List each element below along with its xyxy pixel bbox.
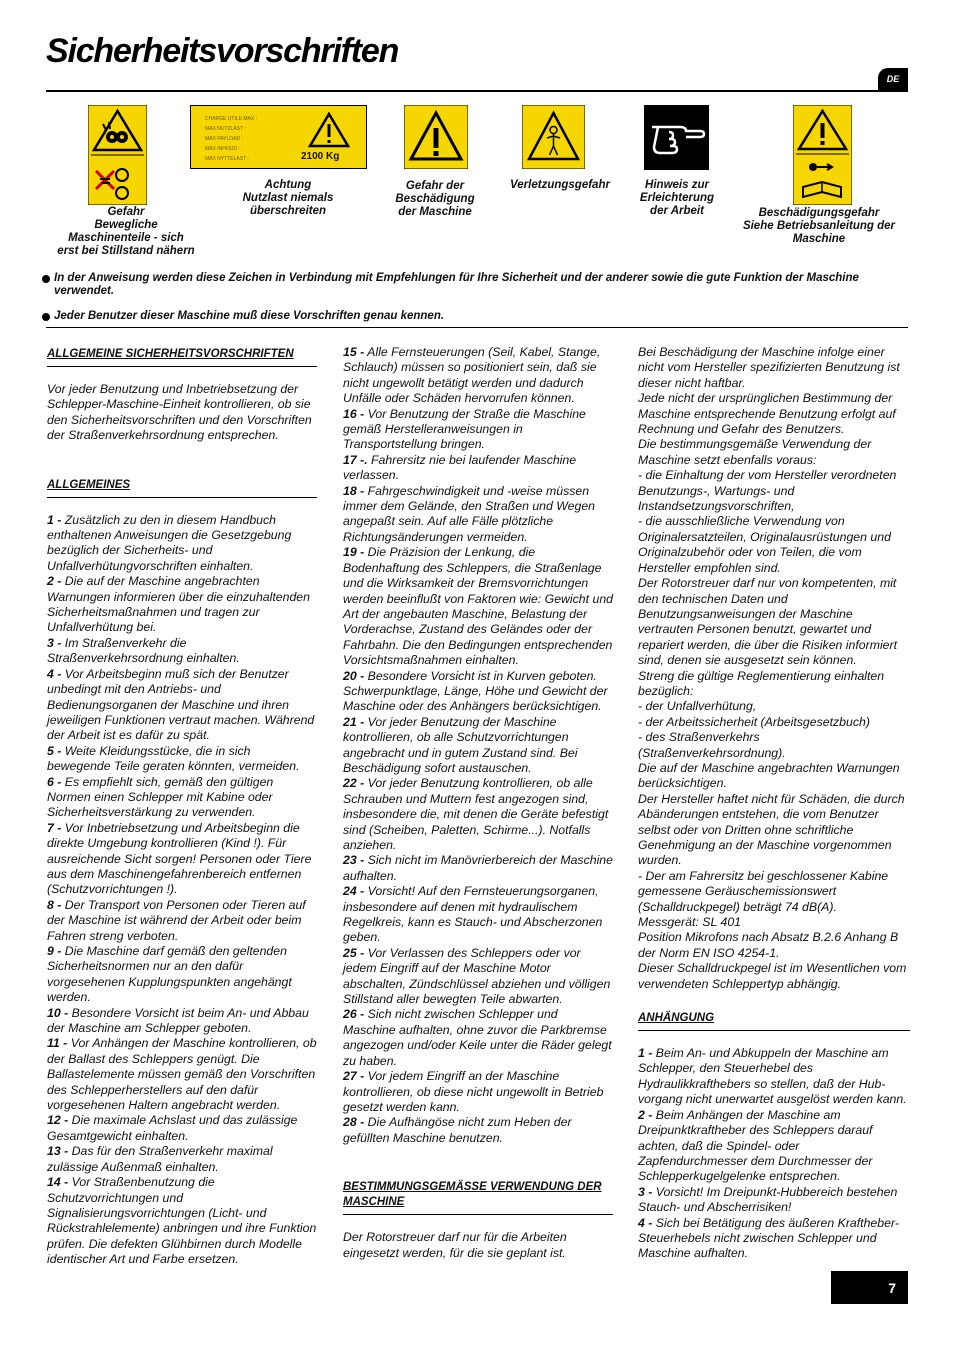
list-item: 11 - Vor Anhängen der Maschine kontrollieren, ob der Ballast des Schleppers genügt. Die Ballastelemente müssen gemäß den Vorschriften des Schlepperherstellers auf den dafür vorgesehenen Haltern angebracht werden. — [47, 1036, 317, 1113]
payload-line: MAX INHOUD : — [205, 146, 240, 152]
icon-caption-payload: Achtung Nutzlast niemals überschreiten — [242, 179, 334, 217]
list-item: 14 - Vor Straßenbenutzung die Schutzvorrichtungen und Signalisierungsvorrichtungen (Licht- und Rückstrahlelemente) anbringen und ihre Funktion prüfen. Die defekten Glühbirnen durch Modelle identischer Art und Farbe ersetzen. — [47, 1175, 317, 1267]
list-item: 19 - Die Präzision der Lenkung, die Bodenhaftung des Schleppers, die Straßenlage und die Wirksamkeit der Bremsvorrichtungen werden beeinflußt von Faktoren wie: Gewicht und Art der angebauten Maschine, Belastung der Vorderachse, Zustand des Geländes oder der Fahrbahn. Die den Bedingungen entsprechenden Vorsichtsmaßnahmen einhalten. — [343, 545, 613, 668]
list-item: 12 - Die maximale Achslast und das zulässige Gesamtgewicht einhalten. — [47, 1113, 298, 1143]
list-item: 3 - Vorsicht! Im Dreipunkt-Hubbereich bestehen Stauch- und Abscherrisiken! — [638, 1184, 898, 1215]
language-tab: DE — [878, 68, 908, 90]
list-item: 24 - Vorsicht! Auf den Fernsteuerungsorganen, insbesondere auf denen mit hydraulischem Regelkreis, kann es Stauch- und Abscherzonen geben. — [343, 884, 603, 945]
icon-caption-manual-damage: Beschädigungsgefahr Siehe Betriebsanleitung der Maschine — [742, 207, 896, 245]
list-item: 8 - Der Transport von Personen oder Tieren auf der Maschine ist während der Arbeit oder beim Fahren streng verboten. — [47, 897, 306, 943]
list-item: 1 - Beim An- und Abkuppeln der Maschine am Schlepper, den Steuerhebel des Hydraulikkrafthebers so stellen, daß der Hub-vorgang nicht unerwartet ausgelöst werden kann. — [638, 1046, 907, 1107]
list-item: 18 - Fahrgeschwindigkeit und -weise müssen immer dem Gelände, den Straßen und Wegen angepaßt sein. Auf alle Fälle plötzliche Richtungsänderungen vermeiden. — [343, 483, 595, 544]
payload-label-icon — [190, 105, 367, 169]
section-heading-intended-use: BESTIMMUNGSGEMÄSSE VERWENDUNG DER MASCHINE — [343, 1180, 613, 1215]
list-item: 17 -. Fahrersitz nie bei laufender Maschine verlassen. — [343, 452, 577, 483]
list-item: 26 - Sich nicht zwischen Schlepper und Maschine aufhalten, ohne zuvor die Parkbremse angezogen und/oder Keile unter die Räder gelegt zu haben. — [343, 1007, 612, 1068]
list-item: 9 - Die Maschine darf gemäß den geltenden Sicherheitsnormen nur an den dafür vorgesehenen Kupplungspunkten angehängt werden. — [47, 944, 292, 1005]
bullet-dot-icon — [42, 275, 50, 283]
list-item: 6 - Es empfiehlt sich, gemäß den gültigen Normen einen Schlepper mit Kabine oder Sicherheitsverstärkung zu verwenden. — [47, 774, 274, 820]
intro-bullet-text: In der Anweisung werden diese Zeichen in Verbindung mit Empfehlungen für Ihre Sicherheit und der anderer sowie die gute Funktion der Maschine verwendet. — [54, 272, 859, 297]
intended-use-line: - die ausschließliche Verwendung von Originalersatzteilen, Originalausrüstungen und Originalzubehör oder von Teilen, die vom Hersteller empfohlen sind. — [638, 514, 891, 575]
list-item: 22 - Vor jeder Benutzung kontrollieren, ob alle Schrauben und Muttern fest angezogen sind, insbesondere die, mit denen die Geräte befestigt sind (Scheiben, Paletten, Schirme...). Notfalls anziehen. — [343, 776, 609, 852]
intended-use-line: - des Straßenverkehrs (Straßenverkehrsordnung). — [638, 730, 786, 760]
icon-caption-injury: Verletzungsgefahr — [510, 179, 610, 191]
payload-value: 2100 Kg — [301, 151, 340, 162]
payload-line: CHARGE UTILE MAX : — [205, 116, 257, 122]
intended-use-text: Der Rotorstreuer darf nur für die Arbeiten eingesetzt werden, für die sie geplant ist. — [343, 1230, 567, 1260]
work-hint-icon — [644, 105, 709, 170]
intended-use-line: - die Einhaltung der vom Hersteller verordneten Benutzungs-, Wartungs- und Instandsetzungsvorschriften, — [638, 468, 897, 514]
intended-use-line: Position Mikrofons nach Absatz B.2.6 Anhang B der Norm EN ISO 4254-1. — [638, 930, 899, 960]
list-item: 2 - Die auf der Maschine angebrachten Warnungen informieren über die einzuhaltenden Sicherheitsmaßnahmen und tragen zur Unfallverhütung bei. — [47, 574, 310, 635]
list-item: 28 - Die Aufhängöse nicht zum Heben der gefüllten Maschine benutzen. — [343, 1115, 572, 1145]
list-item: 15 - Alle Fernsteuerungen (Seil, Kabel, Stange, Schlauch) müssen so positioniert sein, daß sie nicht ungewollt betätigt werden und dadurch Unfälle oder Schäden hervorrufen können. — [343, 345, 601, 406]
section-heading-general-safety: ALLGEMEINE SICHERHEITSVORSCHRIFTEN — [47, 347, 317, 367]
list-item: 5 - Weite Kleidungsstücke, die in sich bewegende Teile geraten könnten, vermeiden. — [47, 743, 300, 774]
intended-use-line: - der Unfallverhütung, — [638, 699, 757, 714]
section-separator — [46, 327, 908, 328]
intended-use-line: Der Hersteller haftet nicht für Schäden, die durch Abänderungen entstehen, die vom Benutzer selbst oder von Dritten ohne schriftliche Genehmigung an der Maschine vorgenommen wurden. — [638, 791, 905, 868]
bullet-dot-icon — [42, 313, 50, 321]
section-heading-hitching: ANHÄNGUNG — [638, 1011, 910, 1031]
intended-use-line: Bei Beschädigung der Maschine infolge einer nicht vom Hersteller spezifizierten Benutzung ist dieser nicht haftbar. — [638, 345, 900, 390]
intro-bullet-2 — [42, 310, 882, 323]
list-item: 20 - Besondere Vorsicht ist in Kurven geboten. Schwerpunktlage, Länge, Höhe und Gewicht der Maschine oder des Anhängers berücksichtigen. — [343, 668, 608, 714]
payload-line: MAX PAYLOAD : — [205, 136, 243, 142]
intended-use-line: - der Arbeitssicherheit (Arbeitsgesetzbuch) — [638, 714, 870, 729]
intended-use-line: Jede nicht der ursprünglichen Bestimmung der Maschine entsprechende Benutzung erfolgt auf Rechnung und Gefahr des Benutzers. — [638, 391, 896, 437]
list-item: 7 - Vor Inbetriebsetzung und Arbeitsbeginn die direkte Umgebung kontrollieren (Kind !). Für ausreichende Sicht sorgen! Personen oder Tiere aus dem Maschinengefahrenbereich entfernen (Schutzvorrichtungen !). — [47, 820, 312, 897]
page-number: 7 — [831, 1271, 908, 1304]
manual-damage-warning-icon — [793, 105, 852, 205]
list-item: 21 - Vor jeder Benutzung der Maschine kontrollieren, ob alle Schutzvorrichtungen angebracht und in gutem Zustand sind. Bei Beschädigung sofort austauschen. — [343, 714, 578, 775]
list-item: 2 - Beim Anhängen der Maschine am Dreipunktkraftheber des Schleppers darauf achten, daß die Spindel- oder Zapfendurchmesser dem Durchmesser der Schlepperkugelgelenke entsprechen. — [638, 1107, 873, 1184]
list-item: 1 - Zusätzlich zu den in diesem Handbuch enthaltenen Anweisungen die Gesetzgebung bezüglich der Sicherheits- und Unfallverhütungvorschriften einhalten. — [47, 512, 292, 573]
payload-line: MAX NUTZLAST : — [205, 126, 246, 132]
intro-bullet-1 — [42, 272, 882, 298]
intended-use-line: Dieser Schalldruckpegel ist im Wesentlichen vom verwendeten Schleppertyp abhängig. — [638, 961, 907, 991]
list-item: 27 - Vor jedem Eingriff an der Maschine kontrollieren, ob diese nicht ungewollt in Betrieb gesetzt werden kann. — [343, 1069, 604, 1114]
intended-use-line: Der Rotorstreuer darf nur von kompetenten, mit den technischen Daten und Benutzungsanweisungen der Maschine vertrauten Personen benutzt, gewartet und repariert werden, die über die Risiken informiert sind, denen sie ausgesetzt sein können. — [638, 576, 898, 668]
column-right — [638, 345, 910, 1262]
list-item: 16 - Vor Benutzung der Straße die Maschine gemäß Herstelleranweisungen in Transportstellung bringen. — [343, 406, 586, 452]
list-item: 4 - Sich bei Betätigung des äußeren Kraftheber-Steuerhebels nicht zwischen Schlepper und Maschine aufhalten. — [638, 1215, 899, 1261]
column-left — [47, 347, 317, 1268]
payload-line: MAX NYTTELAST : — [205, 156, 249, 162]
list-item: 3 - Im Straßenverkehr die Straßenverkehrsordnung einhalten. — [47, 635, 240, 666]
list-item: 23 - Sich nicht im Manövrierbereich der Maschine aufhalten. — [343, 853, 613, 883]
intended-use-line: Die auf der Maschine angebrachten Warnungen berücksichtigen. — [638, 760, 900, 791]
title-rule — [46, 90, 908, 92]
icon-caption-machine-damage: Gefahr der Beschädigung der Maschine — [395, 180, 475, 218]
intended-use-line: Streng die gültige Reglementierung einhalten bezüglich: — [638, 668, 885, 698]
list-item: 10 - Besondere Vorsicht ist beim An- und Abbau der Maschine am Schlepper geboten. — [47, 1005, 309, 1036]
general-safety-text: Vor jeder Benutzung und Inbetriebsetzung der Schlepper-Maschine-Einheit kontrollieren, ob sie den Sicherheitsvorschriften und den Vorschriften der Straßenverkehrsordnung entsprechen. — [47, 382, 312, 443]
intended-use-line: - Der am Fahrersitz bei geschlossener Kabine gemessene Geräuschemissionswert (Schalldruckpegel) beträgt 74 dB(A). — [638, 868, 889, 914]
page-title: Sicherheitsvorschriften — [46, 32, 399, 70]
moving-parts-warning-icon — [88, 105, 147, 205]
warning-triangle-icon — [307, 111, 351, 149]
column-middle — [343, 345, 613, 1261]
icon-caption-moving-parts: Gefahr Bewegliche Maschinenteile - sich erst bei Stillstand nähern — [57, 206, 195, 257]
section-heading-general: ALLGEMEINES — [47, 478, 317, 498]
list-item: 13 - Das für den Straßenverkehr maximal zulässige Außenmaß einhalten. — [47, 1144, 273, 1174]
intended-use-line: Messgerät: SL 401 — [638, 915, 741, 930]
icon-caption-work-hint: Hinweis zur Erleichterung der Arbeit — [639, 179, 715, 217]
injury-warning-icon — [522, 105, 585, 169]
intro-bullet-text: Jeder Benutzer dieser Maschine muß diese Vorschriften genau kennen. — [54, 310, 445, 322]
list-item: 25 - Vor Verlassen des Schleppers oder vor jedem Eingriff auf der Maschine Motor abschalten, Zündschlüssel abziehen und völligen Stillstand aller bewegten Teile abwarten. — [343, 945, 611, 1007]
intended-use-line: Die bestimmungsgemäße Verwendung der Maschine setzt ebenfalls voraus: — [638, 437, 872, 467]
machine-damage-warning-icon — [404, 105, 468, 169]
list-item: 4 - Vor Arbeitsbeginn muß sich der Benutzer unbedingt mit den Antriebs- und Bedienungsorganen der Maschine und ihren jeweiligen Funktionen vertraut machen. Während der Arbeit ist es dafür zu spät. — [47, 666, 315, 743]
